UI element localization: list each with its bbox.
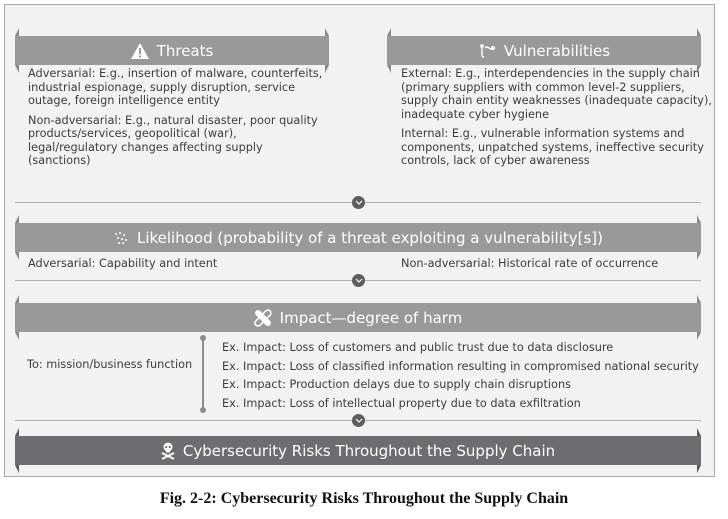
banner-fold (697, 252, 701, 260)
vulnerabilities-internal: Internal: E.g., vulnerable information systems and components, unpatched systems, ineffective security controls, lack of cyber awareness (401, 127, 704, 167)
impact-example: Ex. Impact: Loss of intellectual property due to data exfiltration (222, 396, 581, 410)
bandage-icon (254, 309, 272, 327)
banner-fold (15, 295, 19, 303)
threats-band (15, 36, 329, 65)
impact-example: Ex. Impact: Loss of customers and public trust due to data disclosure (222, 341, 614, 354)
vulnerabilities-title: Vulnerabilities (503, 41, 611, 60)
likelihood-adversarial: Adversarial: Capability and intent (28, 257, 218, 270)
impact-connector-line (202, 338, 204, 410)
threats-details (28, 67, 328, 174)
figure-caption: Fig. 2-2: Cybersecurity Risks Throughout the Supply Chain (159, 490, 569, 507)
banner-fold (15, 28, 19, 36)
impact-band (15, 303, 701, 332)
threats-title: Threats (156, 41, 214, 60)
likelihood-title: Likelihood (probability of a threat exploiting a vulnerability[s]) (136, 228, 603, 247)
likelihood-non-adversarial: Non-adversarial: Historical rate of occurrence (401, 257, 659, 270)
warning-triangle-icon (131, 43, 149, 59)
banner-fold (697, 465, 701, 473)
risk-banner (15, 428, 701, 473)
vulnerabilities-external: External: E.g., interdependencies in the supply chain (primary suppliers with common level-2 suppliers, supply chain entity weaknesses (inadequate capacity), inadequate cyber hygiene (401, 67, 712, 121)
impact-title: Impact—degree of harm (279, 308, 463, 327)
vulnerabilities-details (401, 67, 716, 174)
skull-crossbones-icon (161, 442, 175, 460)
banner-fold (15, 465, 19, 473)
impact-examples (222, 339, 699, 413)
banner-fold (387, 28, 391, 36)
banner-fold (697, 295, 701, 303)
banner-fold (697, 428, 701, 436)
sparkle-icon (113, 231, 129, 245)
chevron-down-icon (352, 274, 365, 287)
impact-target: To: mission/business function (27, 358, 193, 371)
impact-example: Ex. Impact: Loss of classified information resulting in compromised national security (222, 359, 699, 373)
banner-fold (697, 215, 701, 223)
banner-fold (15, 215, 19, 223)
banner-fold (697, 28, 701, 36)
chevron-down-icon (352, 196, 365, 209)
threats-non-adversarial: Non-adversarial: E.g., natural disaster, poor quality products/services, geopolitical (war), legal/regulatory changes affecting supply (sanctions) (28, 113, 318, 167)
connector-dot (200, 335, 206, 341)
banner-fold (15, 65, 19, 73)
banner-fold (325, 28, 329, 36)
likelihood-band (15, 223, 701, 252)
impact-example: Ex. Impact: Production delays due to supply chain disruptions (222, 378, 571, 391)
vulnerabilities-band (387, 36, 701, 65)
impact-banner (15, 295, 701, 340)
banner-fold (15, 332, 19, 340)
banner-fold (15, 428, 19, 436)
threats-adversarial: Adversarial: E.g., insertion of malware, counterfeits, industrial espionage, supply disruption, service outage, foreign intelligence entity (28, 67, 323, 107)
likelihood-banner (15, 215, 701, 260)
broken-chain-icon (478, 43, 496, 59)
risk-title: Cybersecurity Risks Throughout the Supply Chain (182, 441, 556, 460)
banner-fold (387, 65, 391, 73)
banner-fold (15, 252, 19, 260)
chevron-down-icon (352, 414, 365, 427)
risk-band (15, 436, 701, 465)
connector-dot (200, 407, 206, 413)
